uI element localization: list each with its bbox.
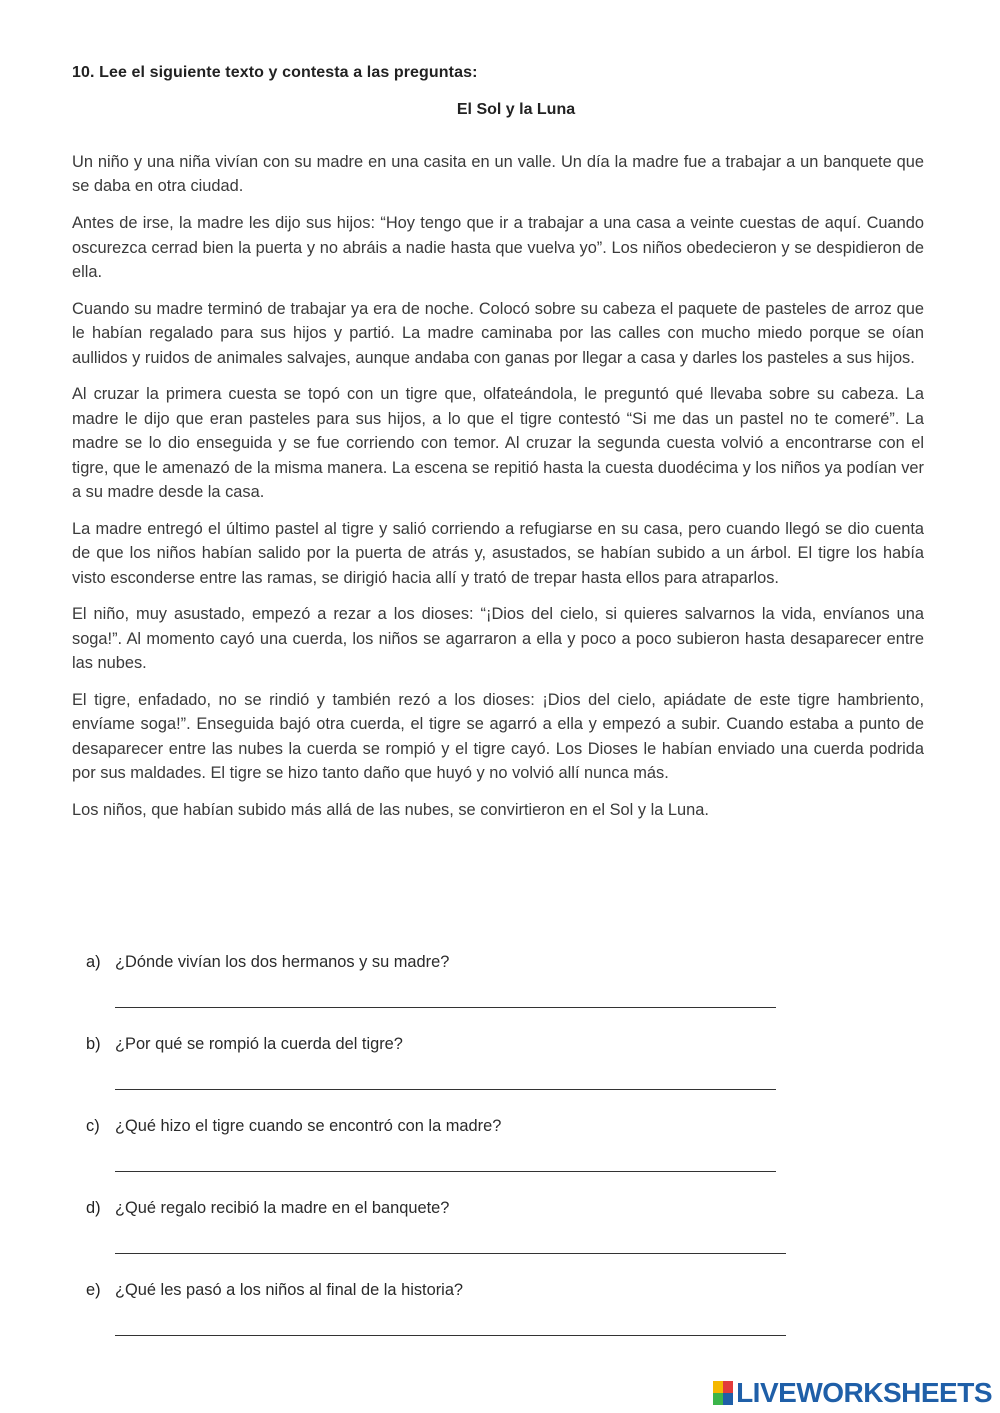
question-item bbox=[86, 1281, 806, 1363]
story-paragraph: Al cruzar la primera cuesta se topó con un tigre que, olfateándola, le preguntó qué llevaba sobre su cabeza. La madre le dijo que eran pasteles para sus hijos, a lo que el tigre contestó “Si me das un pastel no te comeré”. La madre se lo dio enseguida y se fue corriendo con temor. Al cruzar la segunda cuesta volvió a encontrarse con el tigre, que le amenazó de la misma manera. La escena se repitió hasta la cuesta duodécima y los niños ya podían ver a su madre desde la casa. bbox=[72, 385, 924, 502]
answer-line[interactable] bbox=[115, 1089, 776, 1090]
question-item bbox=[86, 953, 806, 1035]
logo-mark-square bbox=[723, 1381, 733, 1393]
story-paragraph: El tigre, enfadado, no se rindió y también rezó a los dioses: ¡Dios del cielo, apiádate de este tigre hambriento, envíame soga!”. Enseguida bajó otra cuerda, el tigre se agarró a ella y empezó a subir. Cuando estaba a punto de desaparecer entre las nubes la cuerda se rompió y el tigre cayó. Los Dioses le habían enviado una cuerda podrida por sus maldades. El tigre se hizo tanto daño que huyó y no volvió allí nunca más. bbox=[72, 691, 924, 783]
story-paragraph: El niño, muy asustado, empezó a rezar a los dioses: “¡Dios del cielo, si quieres salvarnos la vida, envíanos una soga!”. Al momento cayó una cuerda, los niños se agarraron a ella y poco a poco subieron hasta desaparecer entre las nubes. bbox=[72, 605, 924, 673]
question-text: ¿Por qué se rompió la cuerda del tigre? bbox=[115, 1035, 403, 1053]
story-paragraph: Cuando su madre terminó de trabajar ya era de noche. Colocó sobre su cabeza el paquete de pasteles de arroz que le habían regalado para sus hijos y partió. La madre caminaba por las calles con mucho miedo porque se oían aullidos y ruidos de animales salvajes, aunque andaba con ganas por llegar a casa y darles los pasteles a sus hijos. bbox=[72, 299, 924, 367]
question-letter: c) bbox=[86, 1117, 100, 1135]
story-paragraph: La madre entregó el último pastel al tigre y salió corriendo a refugiarse en su casa, pero cuando llegó se dio cuenta de que los niños habían salido por la puerta de atrás y, asustados, se habían subido a un árbol. El tigre los había visto esconderse entre las ramas, se dirigió hacia allí y trató de trepar hasta ellos para atraparlos. bbox=[72, 519, 924, 587]
story-paragraph: Los niños, que habían subido más allá de las nubes, se convirtieron en el Sol y la Luna. bbox=[72, 801, 709, 820]
question-letter: e) bbox=[86, 1281, 101, 1299]
question-item bbox=[86, 1035, 806, 1117]
question-text: ¿Qué regalo recibió la madre en el banquete? bbox=[115, 1199, 450, 1217]
story-paragraph: Un niño y una niña vivían con su madre en una casita en un valle. Un día la madre fue a trabajar a un banquete que se daba en otra ciudad. bbox=[72, 153, 924, 196]
question-letter: d) bbox=[86, 1199, 101, 1217]
exercise-heading: 10. Lee el siguiente texto y contesta a las preguntas: bbox=[72, 64, 478, 81]
question-text: ¿Qué hizo el tigre cuando se encontró con la madre? bbox=[115, 1117, 502, 1135]
answer-line[interactable] bbox=[115, 1007, 776, 1008]
liveworksheets-logo bbox=[713, 1377, 992, 1409]
logo-text: LIVEWORKSHEETS bbox=[736, 1377, 992, 1408]
story-text bbox=[72, 150, 924, 835]
question-item bbox=[86, 1199, 806, 1281]
logo-mark-square bbox=[713, 1393, 723, 1405]
story-title: El Sol y la Luna bbox=[456, 101, 576, 118]
logo-mark-square bbox=[713, 1381, 723, 1393]
logo-mark-square bbox=[723, 1393, 733, 1405]
answer-line[interactable] bbox=[115, 1253, 786, 1254]
question-text: ¿Dónde vivían los dos hermanos y su madre? bbox=[115, 953, 450, 971]
answer-line[interactable] bbox=[115, 1171, 776, 1172]
question-item bbox=[86, 1117, 806, 1199]
question-letter: a) bbox=[86, 953, 101, 971]
logo-mark-icon bbox=[713, 1381, 733, 1405]
story-paragraph: Antes de irse, la madre les dijo sus hijos: “Hoy tengo que ir a trabajar a una casa a veinte cuestas de aquí. Cuando oscurezca cerrad bien la puerta y no abráis a nadie hasta que vuelva yo”. Los niños obedecieron y se despidieron de ella. bbox=[72, 214, 924, 282]
question-letter: b) bbox=[86, 1035, 101, 1053]
question-list bbox=[86, 953, 806, 1363]
answer-line[interactable] bbox=[115, 1335, 786, 1336]
question-text: ¿Qué les pasó a los niños al final de la historia? bbox=[115, 1281, 464, 1299]
